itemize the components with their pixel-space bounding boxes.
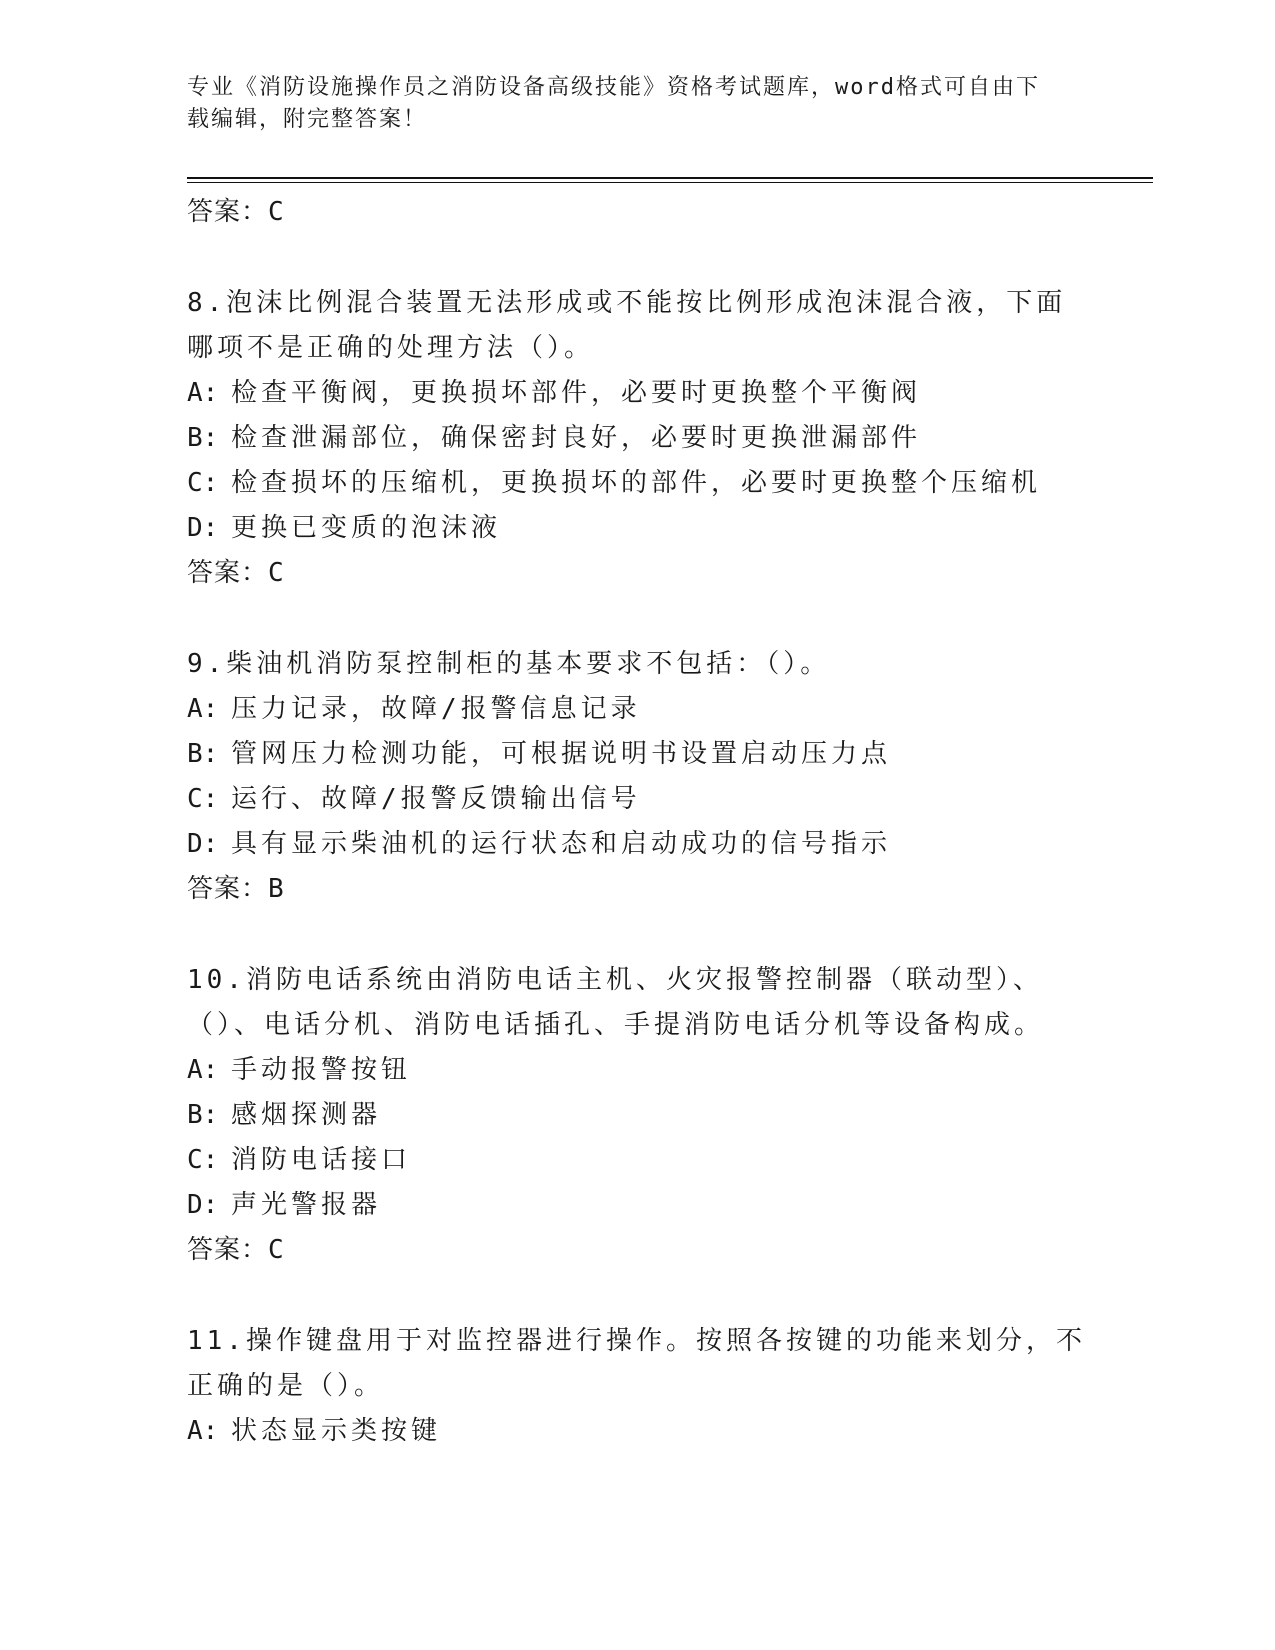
option-text: 声光警报器: [231, 1190, 382, 1220]
question-text: 9.柴油机消防泵控制柜的基本要求不包括：（）。: [187, 649, 831, 679]
question-text: 8.泡沫比例混合装置无法形成或不能按比例形成泡沫混合液，下面哪项不是正确的处理方法（）。: [187, 288, 1067, 363]
header-rule-thin: [187, 182, 1153, 183]
question-answer: [187, 551, 1087, 595]
option-text: 检查损坏的压缩机，更换损坏的部件，必要时更换整个压缩机: [231, 468, 1042, 498]
previous-answer: [187, 190, 1087, 234]
option-d: [187, 822, 1087, 867]
answer-value: B: [268, 874, 285, 904]
option-letter: A:: [187, 694, 219, 724]
answer-value: C: [268, 1235, 285, 1265]
option-d: [187, 1183, 1087, 1228]
option-d: [187, 506, 1087, 551]
option-text: 运行、故障/报警反馈输出信号: [231, 784, 641, 814]
answer-label: 答案：: [187, 558, 269, 588]
option-letter: C:: [187, 784, 219, 814]
answer-label: 答案：: [187, 874, 269, 904]
spacer: [187, 234, 1087, 281]
option-a: [187, 371, 1087, 416]
option-letter: B:: [187, 1100, 219, 1130]
option-c: [187, 461, 1087, 506]
option-letter: A:: [187, 1416, 219, 1446]
spacer: [187, 595, 1087, 642]
option-b: [187, 732, 1087, 777]
option-letter: A:: [187, 378, 219, 408]
option-a: [187, 1409, 1087, 1454]
option-letter: D:: [187, 513, 219, 543]
option-letter: D:: [187, 829, 219, 859]
option-text: 手动报警按钮: [231, 1055, 412, 1085]
option-a: [187, 1048, 1087, 1093]
question-10: [187, 958, 1087, 1272]
question-answer: [187, 867, 1087, 911]
option-text: 检查平衡阀，更换损坏部件，必要时更换整个平衡阀: [231, 378, 922, 408]
option-text: 压力记录，故障/报警信息记录: [231, 694, 641, 724]
option-letter: B:: [187, 739, 219, 769]
answer-value: C: [268, 558, 285, 588]
answer-label: 答案：: [187, 197, 269, 227]
option-text: 管网压力检测功能，可根据说明书设置启动压力点: [231, 739, 892, 769]
header-line-2: 载编辑，附完整答案！: [187, 107, 428, 132]
question-list: [187, 190, 1087, 1454]
question-9: [187, 642, 1087, 911]
answer-value: C: [268, 197, 285, 227]
answer-label: 答案：: [187, 1235, 269, 1265]
option-c: [187, 777, 1087, 822]
option-b: [187, 1093, 1087, 1138]
option-text: 状态显示类按键: [231, 1416, 442, 1446]
option-letter: C:: [187, 1145, 219, 1175]
option-c: [187, 1138, 1087, 1183]
header-line-1: 专业《消防设施操作员之消防设备高级技能》资格考试题库，word格式可自由下: [187, 75, 1040, 100]
option-text: 检查泄漏部位，确保密封良好，必要时更换泄漏部件: [231, 423, 922, 453]
spacer: [187, 1272, 1087, 1319]
question-text: 11.操作键盘用于对监控器进行操作。按照各按键的功能来划分，不正确的是（）。: [187, 1326, 1086, 1401]
option-letter: A:: [187, 1055, 219, 1085]
question-text: 10.消防电话系统由消防电话主机、火灾报警控制器（联动型）、（）、电话分机、消防电话插孔、手提消防电话分机等设备构成。: [187, 965, 1045, 1040]
spacer: [187, 911, 1087, 958]
option-letter: D:: [187, 1190, 219, 1220]
option-b: [187, 416, 1087, 461]
option-text: 感烟探测器: [231, 1100, 382, 1130]
option-text: 消防电话接口: [231, 1145, 412, 1175]
question-answer: [187, 1228, 1087, 1272]
option-text: 更换已变质的泡沫液: [231, 513, 502, 543]
option-text: 具有显示柴油机的运行状态和启动成功的信号指示: [231, 829, 892, 859]
question-11: [187, 1319, 1087, 1454]
option-a: [187, 687, 1087, 732]
header-rule-thick: [187, 177, 1153, 179]
question-8: [187, 281, 1087, 595]
option-letter: B:: [187, 423, 219, 453]
option-letter: C:: [187, 468, 219, 498]
document-header: [187, 72, 1067, 136]
